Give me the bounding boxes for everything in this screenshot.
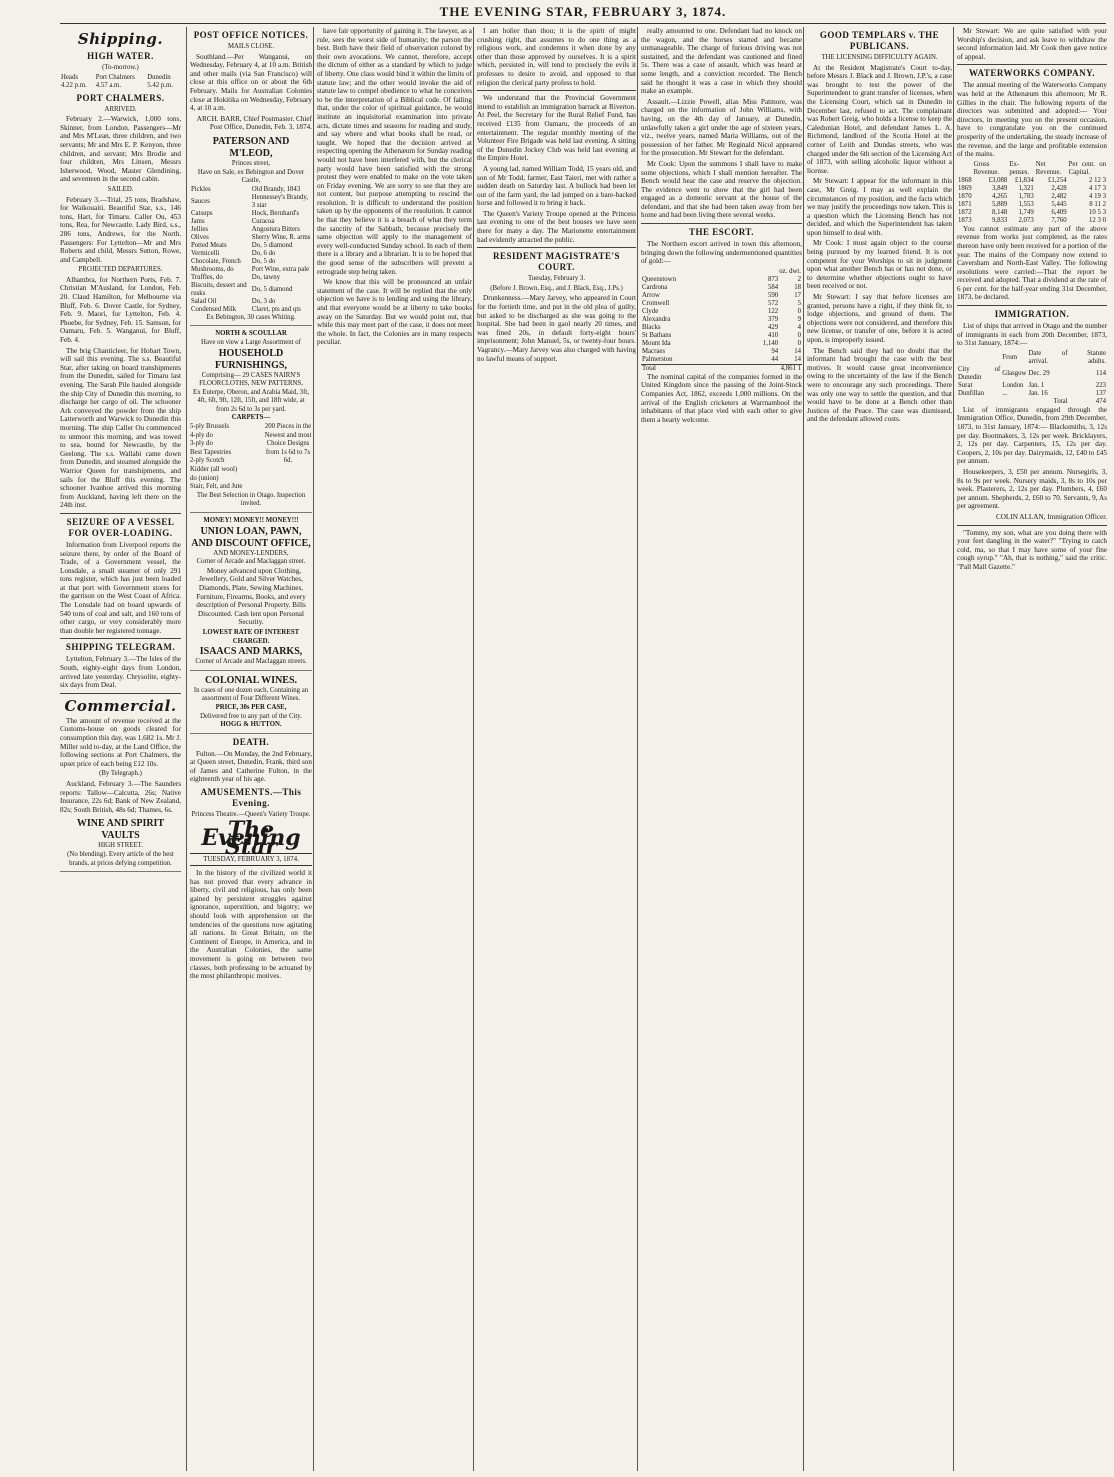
- arrived-text: February 2.—Warwick, 1,000 tons, Skinner, from London. Passengers—Mr and Mrs M'Lean, three children, and two servants; Mr and Mrs E. P. Kenyon, three children, and servant; Mrs Brodie and four children, Mrs Linsen, Messrs Isherwood, Wood, Master Glendining, and seventeen in the second cabin.: [60, 115, 181, 184]
- sailed-text: February 3.—Trial, 25 tons, Bradshaw, for Waikouaiti. Beautiful Star, s.s., 146 tons, Hart, for Timaru. Caller Ou, 453 tons, Rea, for Newcastle. Lady Bird, s.s., 286 tons, Andrews, for the North. Passengers: For Lyttelton—Mr and Mrs Roberts and child, Messrs Sutton, Rowe, and Campbell.: [60, 195, 181, 264]
- tide-place: Dunedin: [147, 73, 171, 81]
- goods-item: Biscuits, dessert and rusks: [191, 281, 247, 297]
- escort-place: Blacks: [642, 323, 661, 331]
- escort-oz: 94: [771, 347, 779, 355]
- commercial-text: The amount of revenue received at the Customs-house on goods cleared for consumption this day, was 1,682 1s. Mr J. Miller sold to-day, at the Land Office, the following sections at Port Chalmers, the upset price of each being £12 10s.: [60, 716, 181, 768]
- goods-row: [190, 242, 312, 250]
- cell: 6,409: [1051, 208, 1067, 216]
- cell: 114: [1096, 369, 1106, 377]
- carpet-item: 5-ply Brussels: [190, 423, 230, 431]
- table-row: [641, 348, 802, 356]
- divider: [60, 513, 181, 514]
- cell: 4 19 3: [1089, 192, 1106, 200]
- cell: Jan. 16: [1028, 389, 1048, 397]
- table-row: [641, 332, 802, 340]
- escort-dwt: 4: [797, 323, 801, 331]
- cell: 1,553: [1018, 200, 1034, 208]
- col-header: Statute adults.: [1087, 349, 1106, 365]
- carpets-label: CARPETS—: [231, 414, 271, 422]
- escort-intro: The Northern escort arrived in town this afternoon, bringing down the following undermentioned quantities of gold:—: [641, 240, 802, 266]
- table-row: [957, 201, 1107, 209]
- carpet-item: 4-ply do: [190, 431, 213, 439]
- death-heading: DEATH.: [232, 736, 270, 747]
- goods-item: Olives: [191, 233, 209, 241]
- goods-row: [190, 274, 312, 282]
- colonial-wines-ad: [190, 673, 312, 734]
- goods-item: Chocolate, French: [191, 257, 241, 265]
- union-sub: AND MONEY-LENDERS,: [213, 549, 289, 557]
- escort-table: [641, 268, 802, 373]
- scoullar-intro: Have on view a Large Assortment of: [201, 338, 301, 346]
- goods-row: [190, 306, 312, 314]
- goods-item: Mushrooms, do: [191, 265, 234, 273]
- union-title: UNION LOAN, PAWN, AND DISCOUNT OFFICE,: [191, 525, 311, 549]
- cell: 4 17 3: [1089, 184, 1106, 192]
- scoullar-ad: [190, 328, 312, 513]
- templars-text: At the Resident Magistrate's Court to-day, before Messrs J. Black and J. Brown, J.P.'s, a case was brought to test the power of the Superintendent to grant transfer of licenses, when the Licensing Court, which sat in Dunedin in December last, refused to act. The complainant was Robert Greig, who holds a license to keep the Caledonian Hotel, and defendant James L. A. Richmond, landlord of the Scotia Hotel at the corner of Leith and Dundas streets, who was charged under the 6th section of the Licensing Act of 1873, with selling alcoholic liquor without a license.: [807, 63, 952, 175]
- col-header: Gross Revenue.: [973, 160, 1000, 176]
- cell: Jan. 1: [1028, 381, 1045, 389]
- goods-row: [190, 282, 312, 298]
- wine-ad-text: (No blending). Every article of the best brands, at prices defying competition.: [67, 850, 174, 867]
- cell: £1,254: [1047, 176, 1067, 184]
- household-text: Ex Euterpe, Oberon, and Arabia Maid, 3ft, 4ft, 6ft, 9ft, 12ft, 15ft, and 18ft wide, at from 2s 6d to 3s per yard.: [193, 388, 309, 413]
- local-news-3: The Queen's Variety Troupe opened at the Princess last evening to one of the best houses we have seen there for many a day. The Marionette entertainment had evidently attracted the public.: [477, 209, 636, 244]
- goods-item: Do, tawny: [251, 273, 281, 281]
- court-date: Tuesday, February 3.: [527, 275, 586, 283]
- isaacs-marks: ISAACS AND MARKS,: [199, 646, 303, 658]
- goods-item: Port Wine, extra pale: [251, 265, 310, 273]
- divider: [957, 64, 1107, 65]
- escort-total: 4,861 1: [780, 364, 801, 372]
- divider: [477, 247, 636, 248]
- goods-item: Potted Meats: [191, 241, 227, 249]
- col-header: Per cent. on Capital.: [1068, 160, 1106, 176]
- telegram-heading: SHIPPING TELEGRAM.: [65, 642, 176, 653]
- cell: 8 11 2: [1089, 200, 1106, 208]
- cell: City of Dunedin: [958, 365, 1001, 381]
- masthead: THE EVENING STAR, FEBRUARY 3, 1874.: [439, 4, 727, 19]
- cell: 3,849: [992, 184, 1008, 192]
- escort-dwt: 0: [797, 339, 801, 347]
- cell: Surat: [958, 381, 973, 389]
- escort-place: Alexandra: [642, 315, 671, 323]
- goods-row: [190, 298, 312, 306]
- goods-item: Pickles: [191, 185, 211, 193]
- escort-dwt: 5: [797, 299, 801, 307]
- post-office-heading: POST OFFICE NOTICES.: [193, 30, 309, 40]
- tomorrow-label: (To-morrow.): [102, 64, 139, 71]
- cell: Glasgow: [1002, 369, 1027, 377]
- projected-label: PROJECTED DEPARTURES.: [78, 266, 163, 274]
- table-row: [641, 276, 802, 284]
- carpet-item: Stair, Felt, and Jute: [190, 483, 243, 491]
- cell: Dec. 29: [1028, 369, 1050, 377]
- goods-row: [190, 226, 312, 234]
- tide-time: 4.22 p.m.: [61, 81, 87, 89]
- colonial-delivery: Delivered free to any part of the City.: [200, 712, 302, 720]
- cell: 1869: [958, 184, 972, 192]
- table-row: [641, 356, 802, 365]
- leader-continued: have fair opportunity of gaining it. The lawyer, as a rule, sees the worst side of humanity; the parson the best. Both have their field of observation colored by their own avocations. We cannot, therefore, accept the dictum of either as a standard by which to judge of liberty. One class would bind it within the limits of statute law; and the other would invoke the aid of statute law to compel obedience to what he conceives to be the interpretation of a Biblical code. Of failing that, under the color of spiritual guidance, he would institute an inquisitorial examination into private acts, dictate times and seasons for reading and study, and say where and what books shall be read, or taught. We hoped that the decision arrived at respecting opening the Athenæum for Sunday reading would not have been interfered with, but the clerical party would have been satisfied with the strong protest they were enabled to make on the vote taken on Friday evening. We are sorry to see that they are not content, but purpose attempting to rescind the resolution. It is difficult to understand the position taken up by the opponents of the resolution. It cannot be that they believe it is a breach of what they term the sanctity of the Sabbath, because precisely the same objection will apply to the management of every well-conducted Sunday school. In each of them there is a library and a librarian. It is to be hoped that the good sense of the subscribers will prevent a retrograde step being taken.: [317, 27, 472, 276]
- court-continued: really amounted to one. Defendant had no knock on the wagon, and the horses started and became unmanageable. The charge of furious driving was not sustained, and the defendant was cautioned and fined 5s. There was a case of assault, which was heard at some length, and a conviction recorded. The Bench said he thought it was a case in which they should make an example.: [641, 27, 802, 96]
- money-title: MONEY! MONEY!! MONEY!!!: [203, 517, 299, 524]
- escort-place: St Bathans: [642, 331, 672, 339]
- column-1: [60, 27, 184, 1471]
- column-2: [186, 27, 315, 1471]
- table-row: [641, 324, 802, 332]
- templars-heading: GOOD TEMPLARS v. THE PUBLICANS.: [819, 30, 940, 51]
- col-header: Ex-penses.: [1009, 160, 1030, 176]
- immigration-intro: List of ships that arrived in Otago and the number of immigrants in each from 20th December, 1873, to 31st January, 1874:—: [957, 322, 1107, 348]
- goods-item: Angostura Bitters: [251, 225, 300, 233]
- telegraph-text: Auckland, February 3.—The Saunders reports: Tallow—Calcutta, 26s; Native Insurance, 22s 6d; Bank of New Zealand, 82s; South British, 48s 6d; Thames, 6s.: [60, 779, 181, 814]
- tide-place: Port Chalmers: [95, 73, 135, 81]
- divider: [60, 693, 181, 694]
- escort-place: Palmerston: [642, 355, 673, 363]
- escort-oz: 873: [767, 275, 779, 283]
- escort-dwt: 0: [797, 307, 801, 315]
- cell: London: [1002, 381, 1024, 389]
- table-row: [957, 185, 1107, 193]
- scoullar-title: NORTH & SCOULLAR: [215, 330, 287, 338]
- tide-time: 5.42 p.m.: [147, 81, 173, 89]
- escort-oz: 379: [767, 315, 779, 323]
- household-title: HOUSEHOLD FURNISHINGS,: [215, 347, 287, 371]
- goods-item: Do, 3 do: [251, 297, 276, 305]
- immigration-sign: COLIN ALLAN, Immigration Officer.: [995, 512, 1107, 521]
- immigration-text: List of immigrants engaged through the Immigration Office, Dunedin, from 29th December, 1873, to 31st January, 1874:— Blacksmiths, 3, 12s per day. Bootmakers, 3, 12s per week. Bricklayers, 2, 12s per day. Carpenters, 15, 12s per day. Coopers, 2, 10s per day. Dairymaids, 12, £40 to £45 per annum.: [957, 405, 1107, 466]
- goods-row: [190, 258, 312, 266]
- mails-close-label: MAILS CLOSE.: [227, 43, 275, 50]
- immigration-heading: IMMIGRATION.: [994, 309, 1070, 320]
- goods-item: Sherry Wine, R. arms: [251, 233, 311, 241]
- escort-heading: THE ESCORT.: [688, 227, 755, 238]
- escort-place: Macraes: [642, 347, 666, 355]
- goods-row: [190, 210, 312, 218]
- cell: 137: [1095, 389, 1106, 397]
- column-6: [803, 27, 955, 1471]
- cell: 10 5 3: [1089, 208, 1106, 216]
- escort-oz: 429: [767, 323, 779, 331]
- goods-item: Vermicelli: [191, 249, 220, 257]
- wine-vaults-ad: [60, 816, 181, 872]
- telegram-text: Lyttelton, February 3.—The Isles of the South, eighty-eight days from London, arrived late yesterday. Chrysolite, eighty-six days from Deal.: [60, 655, 181, 690]
- tide-place: Heads: [61, 73, 78, 81]
- table-row: [957, 390, 1107, 398]
- escort-oz: 122: [767, 307, 779, 315]
- column-3: [313, 27, 475, 1471]
- cell: ...: [1002, 389, 1008, 397]
- amusements-text: Princess Theatre.—Queen's Variety Troupe.: [191, 811, 311, 819]
- table-row: [641, 316, 802, 324]
- colonial-price: PRICE, 30s PER CASE,: [215, 703, 287, 711]
- lowest-rate: LOWEST RATE OF INTEREST CHARGED.: [202, 628, 300, 645]
- table-header: [957, 161, 1107, 177]
- cell: 9,833: [992, 216, 1008, 224]
- cell: 1871: [958, 200, 972, 208]
- sailed-label: SAILED.: [107, 185, 134, 193]
- goods-item: Jellies: [191, 225, 208, 233]
- carpets-block: [190, 423, 312, 492]
- union-text: Money advanced upon Clothing, Jewellery, Gold and Silver Watches, Diamonds, Plate, Sewing Machines, Furniture, Firearms, Books, and every description of Personal Property. Bills Discounted. Cash lent upon Personal Security.: [196, 566, 306, 627]
- cell: 2 12 3: [1089, 176, 1106, 184]
- carpets-foot: The Best Selection in Otago. Inspection invited.: [196, 491, 306, 508]
- column-5: [637, 27, 805, 1471]
- court-assault-2: Mr Cook: Upon the summons I shall have to make some objections, which I shall mention hereafter. The Bench would hear the case and reserve the objection. The evidence went to show that the girl had been engaged as a domestic servant at the house of the defendant, and that she had been taken away from her home and had been living there several weeks.: [641, 159, 802, 220]
- carpet-item: Kidder (all wool): [190, 466, 238, 474]
- table-row: [641, 308, 802, 316]
- goods-item: Do, 6 do: [251, 249, 276, 257]
- templars-text-5: The Bench said they had no doubt that the informant had brought the case with the best motives. It would cause great inconvenience owing to the uncertainty of the law if the Bench were to encourage any such proceedings. There was only one way to settle the question, and that would have to be done at a Bench other than Justices of the Peace. The case was dismissed, and the defendant allowed costs.: [807, 346, 952, 424]
- cell: 1,783: [1018, 192, 1034, 200]
- wine-ad-street: HIGH STREET.: [98, 842, 143, 850]
- court-assault: Assault.—Lizzie Powell, alias Miss Patmore, was charged on the information of John Williams, with having, on the 4th day of January, at Dunedin, unlawfully taken a girl under the age of sixteen years, viz., twelve years, named Maria Williams, out of the possession of her father. Mr Reginald Nicol appeared for the prosecution. Mr Stewart for the defendant.: [641, 97, 802, 158]
- carpet-item: Best Tapestries: [190, 448, 232, 456]
- death-text: Fulton.—On Monday, the 2nd February, at Queen street, Dunedin, Frank, third son of James and Catherine Fulton, in the eighteenth year of his age.: [190, 749, 312, 784]
- escort-oz: 590: [767, 291, 779, 299]
- arrived-label: ARRIVED.: [104, 105, 137, 113]
- waterworks-table: [957, 161, 1107, 225]
- goods-item: Do, 5 diamond: [251, 241, 293, 249]
- goods-row: [190, 194, 312, 210]
- col-header: Net Revenue.: [1035, 160, 1062, 176]
- cell: 7,760: [1051, 216, 1067, 224]
- templars-sub: THE LICENSING DIFFICULTY AGAIN.: [821, 54, 938, 61]
- colonial-title: COLONIAL WINES.: [204, 674, 298, 686]
- escort-dwt: 17: [794, 291, 801, 299]
- goods-item: Catsups: [191, 209, 213, 217]
- column-7: [953, 27, 1107, 1471]
- table-row: [641, 364, 802, 373]
- evening-star-date: TUESDAY, FEBRUARY 3, 1874.: [190, 853, 312, 866]
- seizure-text: Information from Liverpool reports the seizure there, by order of the Board of Trade, of a Government vessel, the Lonsdale, a small steamer of only 291 tons register, which has just been loaded at that port with Government stores for the garrison on the West Coast of Africa. The Lonsdale had on board upwards of 540 tons of coal and salt, and 160 tons of other cargo, or very considerably more than double her registered tonnage.: [60, 540, 181, 635]
- table-row: [957, 217, 1107, 225]
- immigration-table: [957, 350, 1107, 406]
- goods-item: Claret, pts and qts: [251, 305, 301, 313]
- post-office-sign: ARCH. BARR, Chief Postmaster. Chief Post Office, Dunedin, Feb. 3, 1874.: [196, 114, 312, 132]
- col-header: [957, 161, 973, 177]
- seizure-heading: SEIZURE OF A VESSEL FOR OVER-LOADING.: [66, 516, 175, 538]
- table-row: [957, 382, 1107, 390]
- goods-item: Jams: [191, 217, 205, 225]
- carpet-item: 3-ply do: [190, 440, 213, 448]
- escort-oz: 44: [771, 355, 779, 363]
- union-address: Corner of Arcade and Maclaggan street.: [196, 558, 306, 566]
- court-bench: (Before J. Brown, Esq., and J. Black, Esq., J.Ps.): [490, 284, 623, 292]
- court-heading: RESIDENT MAGISTRATE'S COURT.: [493, 251, 620, 273]
- column-4: [473, 27, 639, 1471]
- escort-oz: 572: [767, 299, 779, 307]
- table-row: [641, 300, 802, 308]
- cell: 1,321: [1018, 184, 1034, 192]
- cell: 5,889: [992, 200, 1008, 208]
- cell: 1872: [958, 208, 972, 216]
- col-header: Date of arrival.: [1028, 349, 1068, 365]
- goods-row: [190, 250, 312, 258]
- post-office-text: Southland.—Per Wanganui, on Wednesday, February 4, at 10 a.m. British and other mails (via San Francisco) will close at this office on or about the 6th February. Mails for Australian Colonies close at Hokitika on Wednesday, February 4, at 10 a.m.: [190, 52, 312, 113]
- escort-place: Arrow: [642, 291, 660, 299]
- carpet-item: do (union): [190, 474, 219, 482]
- port-chalmers-heading: PORT CHALMERS.: [76, 92, 165, 103]
- escort-dwt: 14: [794, 347, 801, 355]
- escort-dwt: 18: [794, 283, 801, 291]
- escort-oz: 584: [767, 283, 779, 291]
- goods-row: [190, 186, 312, 194]
- colonial-text: In cases of one dozen each, Containing an assortment of Four Different Wines.: [193, 686, 309, 703]
- table-row: [641, 292, 802, 300]
- goods-item: Old Brandy, 1843: [251, 185, 301, 193]
- goods-item: Hock, Bernhard's: [251, 209, 300, 217]
- goods-row: [190, 234, 312, 242]
- cell: 1,749: [1018, 208, 1034, 216]
- table-row: [957, 209, 1107, 217]
- goods-item: Condensed Milk: [191, 305, 237, 313]
- goods-item: Salad Oil: [191, 297, 217, 305]
- waterworks-text: The annual meeting of the Waterworks Company was held at the Athenæum this afternoon; Mr R. Gillies in the chair. The following reports of the directors was submitted and adopted:— Your directors, in meeting you on the present occasion, have to congratulate you on the continued prosperity of the undertaking, the steady increase of the revenue, and the large and profitable extension of the mains.: [957, 81, 1107, 159]
- leader-end: I am holier than thou; it is the spirit of might crushing right, that assumes to do one thing as a religious work, and condemns it when done by any other than those approved by ourselves. It is a spirit which, persisted in, will tend to precisely the evils it professes to desire to avoid, and opposed to that religion the clerical party profess to hold.: [477, 27, 636, 87]
- paterson-street: Princes street,: [231, 159, 271, 167]
- imm-total: 474: [1095, 397, 1106, 405]
- cell: Dunfillan: [958, 389, 985, 397]
- wine-ad-title: WINE AND SPIRIT VAULTS: [76, 818, 165, 842]
- carpets-list: [190, 423, 242, 492]
- templars-text-4: Mr Stewart: I say that before licenses are granted, persons have a right, if they think fit, to lodge objections, and ground of them. The objections were not considered, and therefore this new license, or transfer of one, before it is acted upon, is improperly issued.: [807, 293, 952, 344]
- escort-place: Cromwell: [642, 299, 670, 307]
- leader-text: In the history of the civilized world it has not proved that every advance in liberty, civil and religious, has only been gained by persistent struggles against ignorance, superstition, and bigotry; we should look with apprehension on the tendencies of the questions now agitating all nations. In Great Britain, on the Continent of Europe, in America, and in the Australian Colonies, the same movement is going on between two classes, both professing to be actuated by the most philanthropic motives.: [190, 869, 312, 981]
- cell: 12 3 0: [1089, 216, 1106, 224]
- cell: 1870: [958, 192, 972, 200]
- carpets-note: 200 Pieces in the Newest and most Choice Designs from 1s 6d to 7s 6d.: [264, 423, 312, 465]
- goods-item: Sauces: [191, 197, 210, 205]
- cell: 2,482: [1051, 192, 1067, 200]
- paterson-title: PATERSON AND M'LEOD,: [212, 135, 290, 159]
- immigration-text-2: Housekeepers, 3, £50 per annum. Nursegirls, 3, 8s to 9s per week. Nursery maids, 3, 8s to 10s per week. Plasterers, 2, 12s per day. Plumbers, 4, £60 per annum. Shepherds, 2, £60 to 70. Servants, 9, As per agreement.: [957, 468, 1107, 511]
- goods-item: Do, 5 do: [251, 257, 276, 265]
- escort-dwt: 0: [797, 331, 801, 339]
- local-news-1: We understand that the Provincial Government intend to establish an immigration barrack at Riverton. At Peel, the Secretary for the Rural Relief Fund, has received £135 from Oamaru, the proceeds of an entertainment. The regular monthly meeting of the Volunteer Fire Brigade was held last evening. A sitting of the Dunedin Jockey Club was held last evening at the Empire Hotel.: [477, 94, 636, 163]
- goods-item: Curacoa: [251, 217, 275, 225]
- table-row: [957, 366, 1107, 382]
- tide-time: 4.57 a.m.: [95, 81, 122, 89]
- escort-dwt: 9: [797, 315, 801, 323]
- escort-oz: 410: [767, 331, 779, 339]
- table-row: [957, 177, 1107, 185]
- cell: 1873: [958, 216, 972, 224]
- masthead-rule: [60, 23, 1106, 24]
- divider: [957, 525, 1107, 526]
- col-header: From: [1002, 353, 1018, 361]
- tide-table: [60, 74, 181, 90]
- evening-star-title: The Evening Star: [201, 816, 301, 860]
- waterworks-heading: WATERWORKS COMPANY.: [968, 68, 1096, 79]
- isaacs-address: Corner of Arcade and Maclaggan streets.: [195, 658, 307, 666]
- templars-text-2: Mr Stewart: I appear for the informant in this case, Mr Greig. I may as well explain the circumstances of my position, and the facts which we may justify the proceedings now taken. This is a question which the Licensing Bench has not decided, and which the Superintendent has taken upon himself to deal with.: [807, 177, 952, 237]
- paterson-goods-table: [190, 186, 312, 314]
- templars-text-3: Mr Cook: I must again object to the course being pursued by my learned friend. It is not competent for your Worships to sit in judgment upon what another Bench has or has not done, or to determine whether objections ought to have been received or not.: [807, 239, 952, 291]
- shipping-news: The brig Chanticleer, for Hobart Town, will sail this evening. The s.s. Beautiful Star, after taking on board transhipments from the Dunedin, sailed for Timaru last evening. The Sarah Pile hauled alongside the ship City of Dunedin this morning, to discharge her cargo of oil. The schooner Ark conveyed the powder from the ship Latterworth and Warwick to Dunedin this morning. The ship Caller Ou commenced to unmoor this morning, and was towed to sea, bound for Newcastle, by the Geelong. The s.s. Wallabi came down from Dunedin, and steamed alongside the Warrior Queen for transhipments, and sails for the Bluff this evening. The schooner Ivanhoe arrived this morning from Auckland, having left there on the 24th inst.: [60, 346, 181, 510]
- escort-place: Cardrona: [642, 283, 668, 291]
- misc-news: The nominal capital of the companies formed in the United Kingdom since the passing of the Joint-Stock Companies Act, 1862, exceeds 1,000 millions. On the arrival of the English cricketers at Warrnambool the inhabitants of that place vied with each other to give them a hearty welcome.: [641, 372, 802, 424]
- table-row: [957, 398, 1107, 406]
- by-telegraph-label: (By Telegraph.): [99, 770, 142, 778]
- goods-item: Truffles, do: [191, 273, 223, 281]
- escort-place: Mount Ida: [642, 339, 671, 347]
- paterson-ad: [190, 134, 312, 326]
- cell: 2,428: [1051, 184, 1067, 192]
- table-row: [641, 284, 802, 292]
- table-row: [641, 340, 802, 348]
- cell: 2,073: [1018, 216, 1034, 224]
- escort-dwt: 2: [797, 275, 801, 283]
- cell: 4,265: [992, 192, 1008, 200]
- divider: [957, 305, 1107, 306]
- union-loan-ad: [190, 515, 312, 671]
- local-news-2: A young lad, named William Todd, 15 years old, and son of Mr Todd, farmer, East Taieri, met with rather a sudden death on Saturday last. A bullock had been let out of the farm yard, the lad jumped on a bare-backed horse and followed it to bring it back.: [477, 164, 636, 208]
- table-row: [957, 193, 1107, 201]
- divider: [60, 638, 181, 639]
- cell: 5,445: [1051, 200, 1067, 208]
- commercial-heading: Commercial.: [64, 696, 177, 715]
- cell: £1,834: [1015, 176, 1034, 184]
- anecdote: "Tommy, my son, what are you doing there with your feet dangling in the water?" "Trying to catch cold, ma, so that I may have some of your fine cough syrup." "Ah, that is nothing," said the critic. "Pall Mall Gazette.": [957, 528, 1107, 571]
- carpet-item: 2-ply Scotch: [190, 457, 225, 465]
- escort-place: Queenstown: [642, 275, 676, 283]
- leader-continued-2: We know that this will be pronounced an unfair statement of the case. It will be replied that the only objection we have is to lending and using the library, and that everyone would be at liberty to take books away on the Saturday. But we would point out, that while this may meet part of the case, it does not meet the whole. In fact, the Colonies are in many respects peculiar.: [317, 278, 472, 347]
- table-header: [957, 350, 1107, 366]
- cell: 223: [1095, 381, 1106, 389]
- escort-dwt: 14: [794, 355, 801, 363]
- divider: [641, 223, 802, 224]
- waterworks-text-2: You cannot estimate any part of the above revenue from works just completed, as the rates thereon have only been received for a portion of the year. The mains of the Company now extend to Caversham and North-East Valley. The following resolutions were carried:—That the report be received and adopted. That a dividend at the rate of 6 per cent. for the half-year ending 31st December, 1873, be declared.: [957, 224, 1107, 302]
- high-water-heading: HIGH WATER.: [87, 51, 154, 61]
- escort-header: oz. dwt.: [779, 267, 801, 275]
- cell: 8,148: [992, 208, 1008, 216]
- goods-item: Do, 5 diamond: [251, 285, 293, 293]
- paterson-intro: Have on Sale, ex Bebington and Dover Castle,: [197, 168, 305, 185]
- escort-place: Clyde: [642, 307, 659, 315]
- divider: [477, 90, 636, 91]
- hogg-hutton: HOGG & HUTTON.: [220, 721, 282, 729]
- escort-total-label: Total: [642, 364, 656, 372]
- household-sub: Comprising— 29 CASES NAIRN'S FLOORCLOTHS, NEW PATTERNS,: [199, 371, 303, 388]
- paterson-foot: Ex Bebington, 30 cases Whiting.: [206, 313, 296, 321]
- amusements-heading: AMUSEMENTS.—This Evening.: [200, 787, 302, 809]
- projected-text: Alhambra, for Northern Ports, Feb. 7. Christian M'Ausland, for London, Feb. 20. Claud Hamilton, for Melbourne via Bluff, Feb. 6. Dover Castle, for Sydney, Feb. 9. Maori, for Lyttelton, Feb. 4. Phoebe, for Sydney, Feb. 15. Samson, for Oamaru, Feb. 5. Wanganui, for Bluff, Feb. 4.: [60, 275, 181, 345]
- goods-item: Hennessey's Brandy, 3 star: [251, 193, 309, 209]
- shipping-heading: Shipping.: [77, 30, 164, 48]
- escort-oz: 1,140: [762, 339, 779, 347]
- cell: 1868: [958, 176, 972, 184]
- imm-total-label: Total: [1053, 397, 1068, 405]
- cell: £3,088: [988, 176, 1008, 184]
- templars-end: Mr Stewart: We are quite satisfied with your Worship's decision, and ask leave to withdraw the second information laid. Mr Cook then gave notice of appeal.: [957, 27, 1107, 61]
- goods-row: [190, 266, 312, 274]
- court-text: Drunkenness.—Mary Jarvey, who appeared in Court for the fortieth time, and put in the old plea of guilty, but asked to be discharged as she was going to the hospital. She had been in gaol nearly 20 times, and was fined 20s, in default forty-eight hours' imprisonment; John Manuel, 5s, or twenty-four hours. Vagrancy.—Mary Jarvey was also charged with having no lawful means of support.: [477, 294, 636, 363]
- goods-row: [190, 218, 312, 226]
